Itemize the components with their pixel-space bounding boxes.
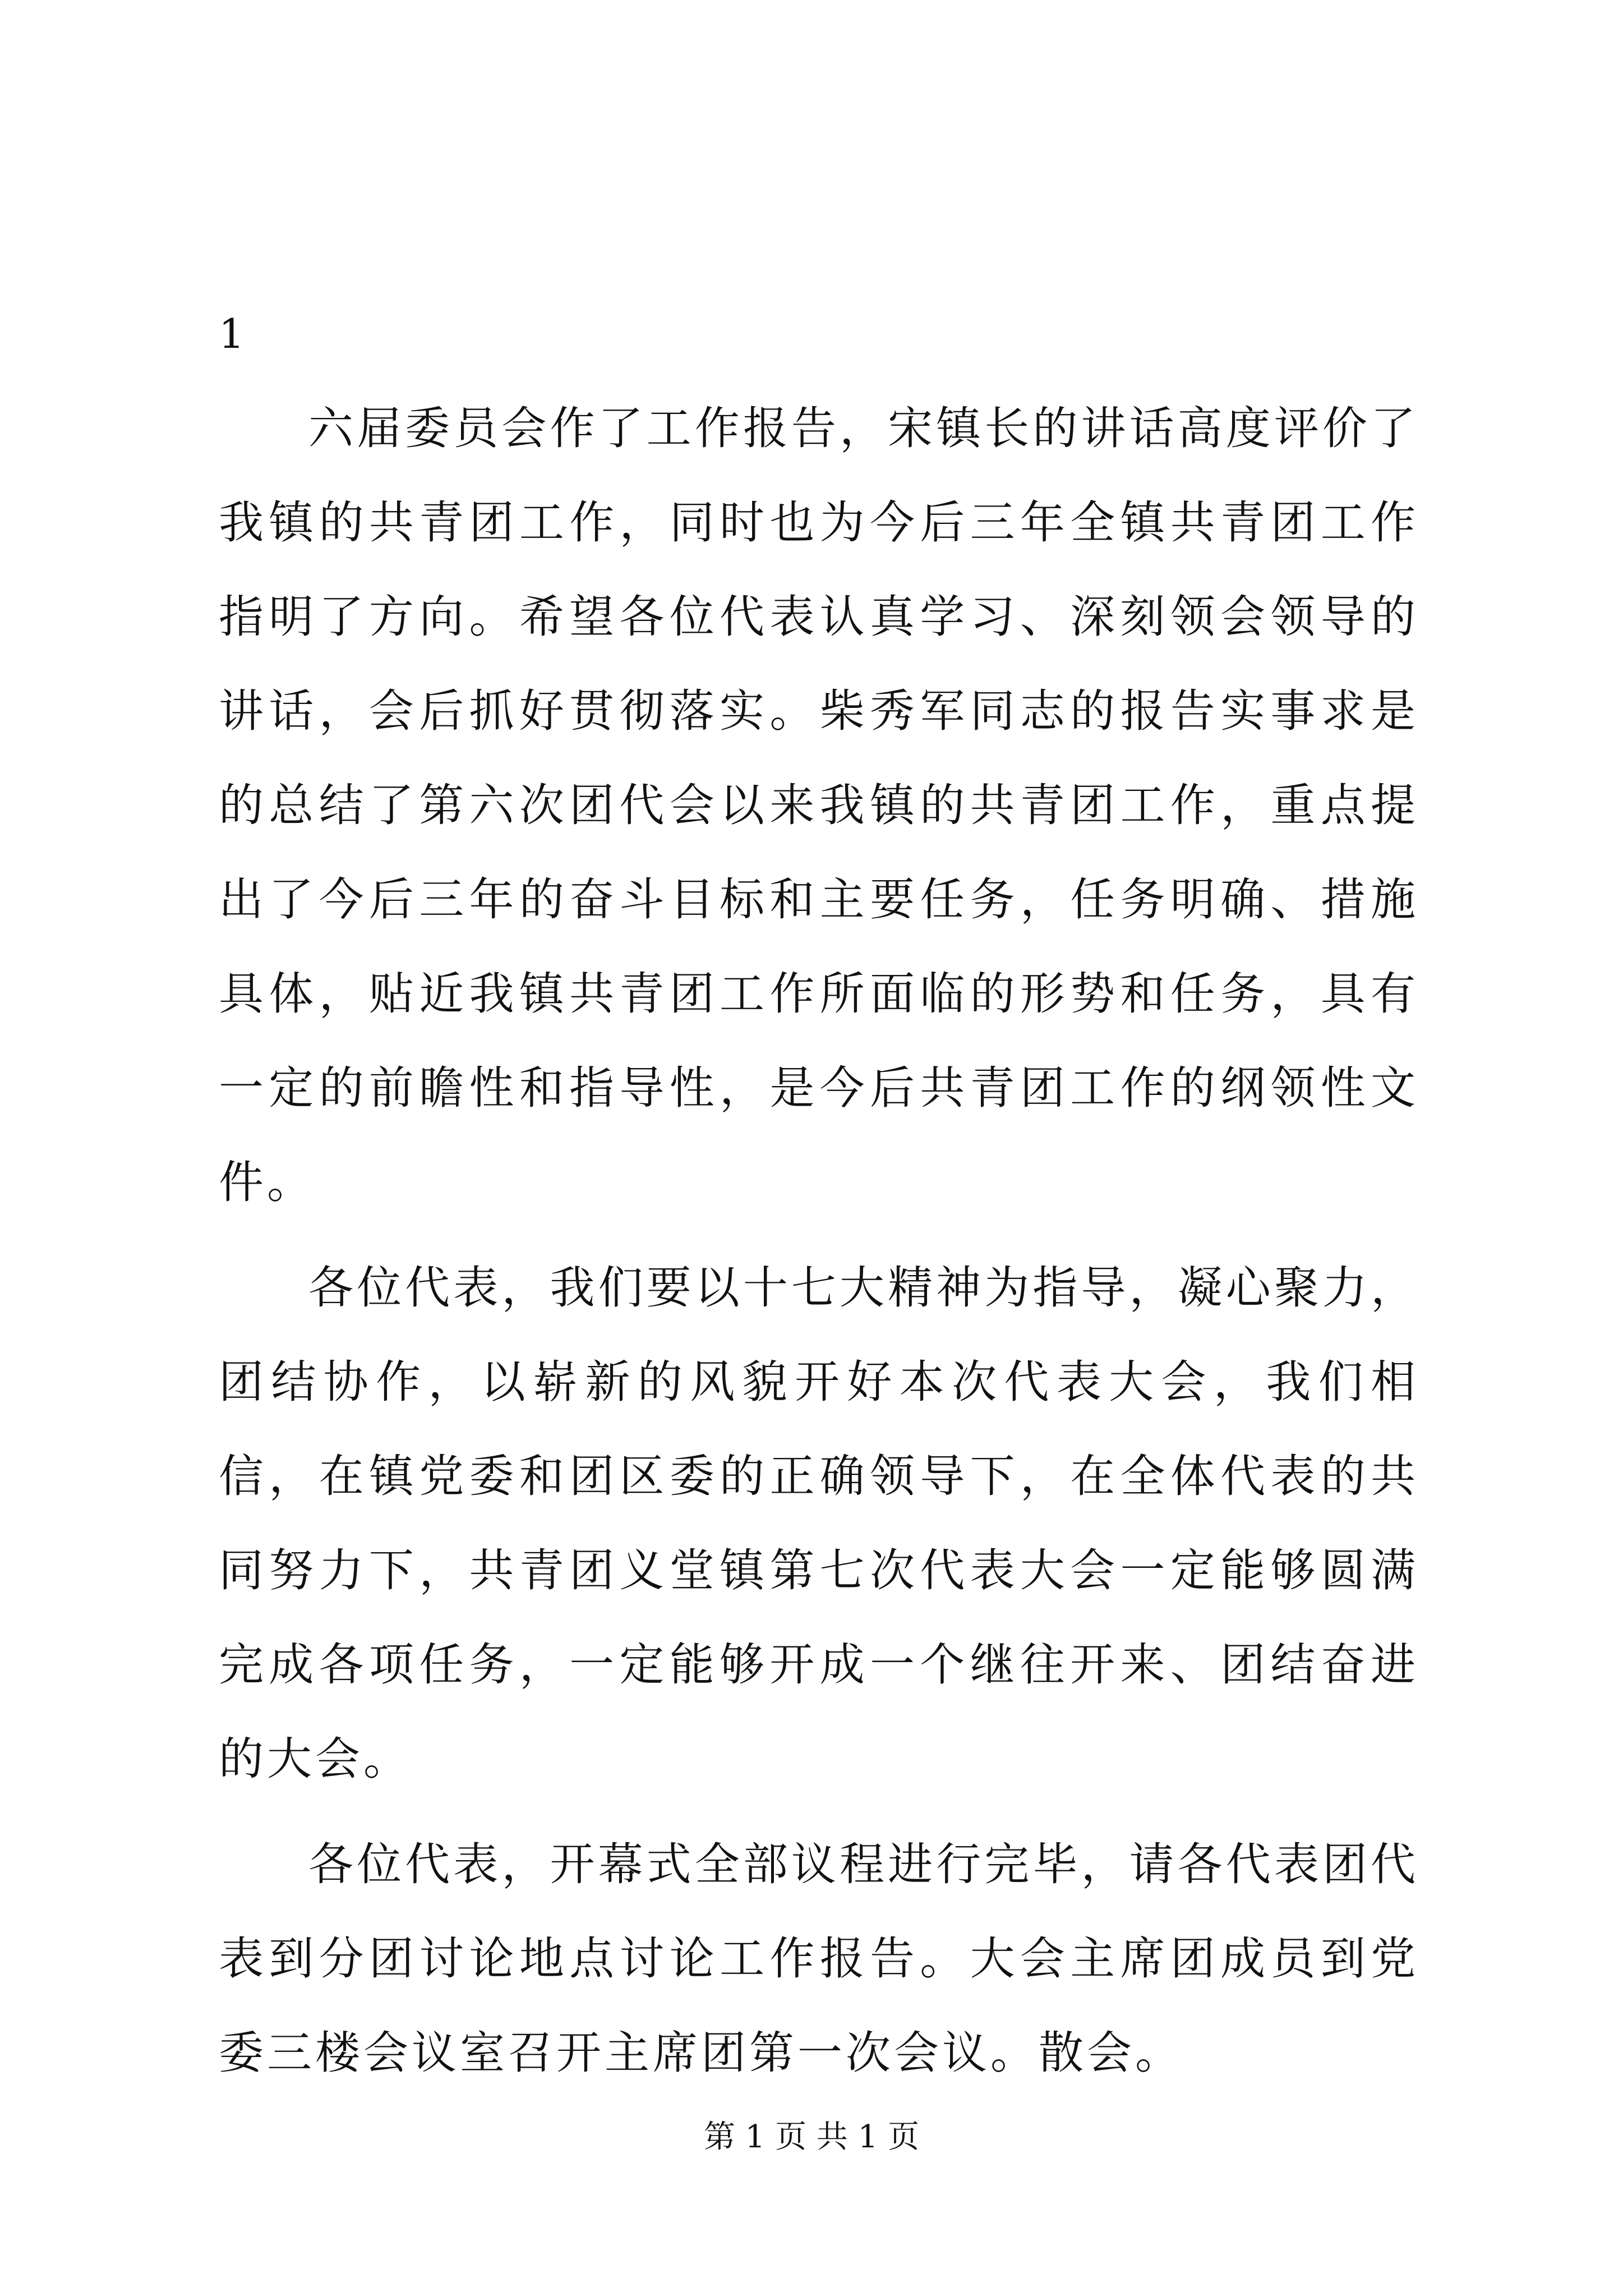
body-text bbox=[219, 381, 1419, 2111]
paragraph-3: 各位代表，开幕式全部议程进行完毕，请各代表团代表到分团讨论地点讨论工作报告。大会主席团成员到党委三楼会议室召开主席团第一次会议。散会。 bbox=[219, 1838, 1419, 2079]
page-footer: 第 1 页 共 1 页 bbox=[703, 2119, 920, 2155]
paragraph-2: 各位代表，我们要以十七大精神为指导，凝心聚力，团结协作，以崭新的风貌开好本次代表大会，我们相信，在镇党委和团区委的正确领导下，在全体代表的共同努力下，共青团义堂镇第七次代表大会一定能够圆满完成各项任务，一定能够开成一个继往开来、团结奋进的大会。 bbox=[219, 1262, 1419, 1785]
paragraph-1: 六届委员会作了工作报告，宋镇长的讲话高度评价了我镇的共青团工作，同时也为今后三年全镇共青团工作指明了方向。希望各位代表认真学习、深刻领会领导的讲话，会后抓好贯彻落实。柴秀军同志的报告实事求是的总结了第六次团代会以来我镇的共青团工作，重点提出了今后三年的奋斗目标和主要任务，任务明确、措施具体，贴近我镇共青团工作所面临的形势和任务，具有一定的前瞻性和指导性，是今后共青团工作的纲领性文件。 bbox=[219, 402, 1419, 1208]
top-page-number: 1 bbox=[219, 310, 245, 357]
